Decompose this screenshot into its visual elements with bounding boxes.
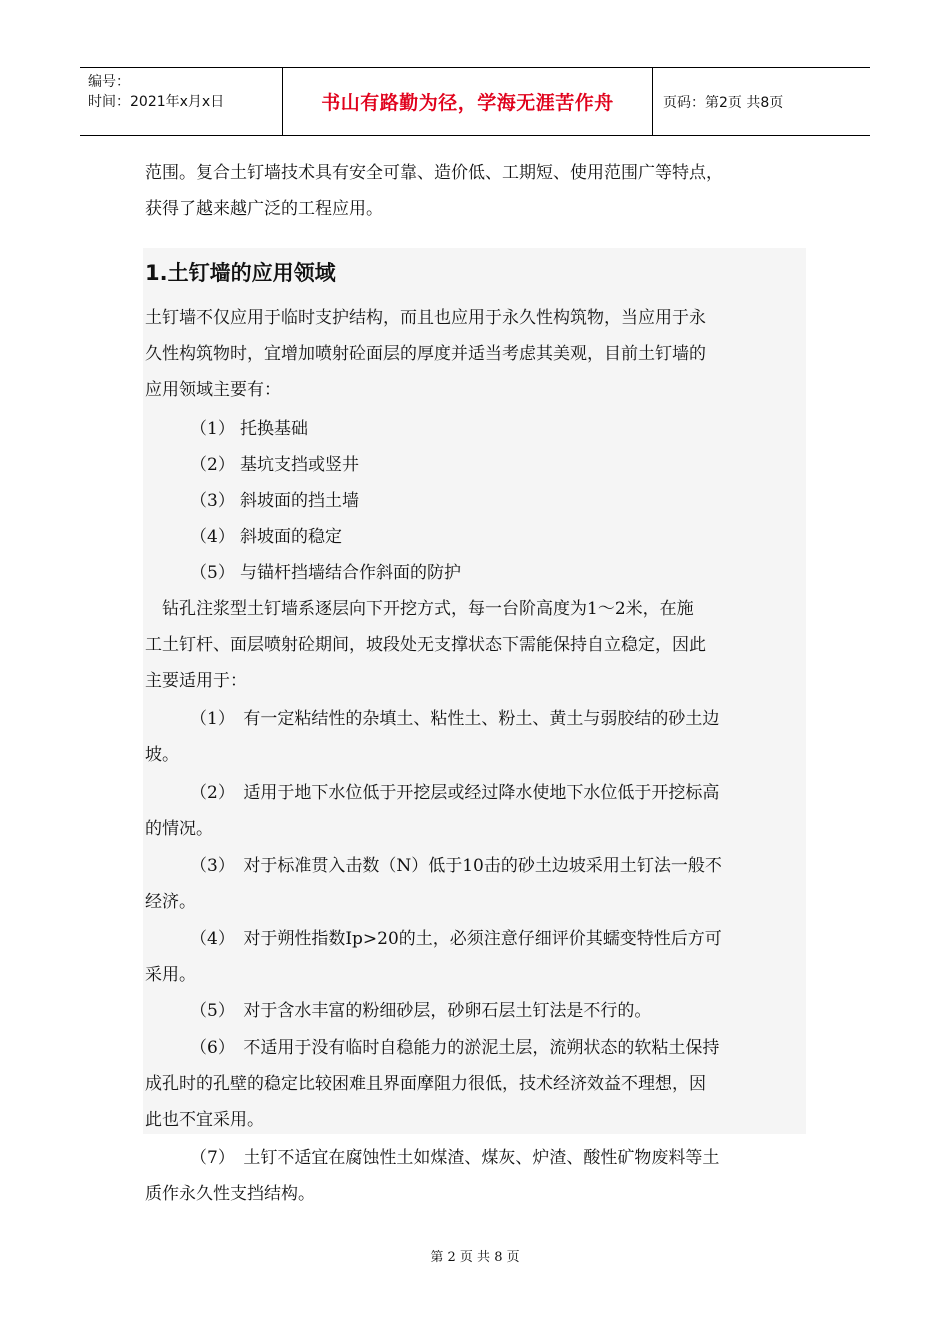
intro-line: 获得了越来越广泛的工程应用。 — [145, 199, 383, 219]
header-table — [80, 67, 870, 136]
condition-line: 此也不宜采用。 — [145, 1110, 264, 1130]
condition-line: 的情况。 — [145, 819, 213, 839]
list-item — [190, 411, 308, 447]
condition-line: 坡。 — [145, 745, 179, 765]
header-left-cell — [80, 68, 283, 135]
paragraph-line: 土钉墙不仅应用于临时支护结构，而且也应用于永久性构筑物，当应用于永 — [145, 308, 706, 328]
list-number: （1） — [190, 419, 235, 439]
condition-line: （5） 对于含水丰富的粉细砂层，砂卵石层土钉法是不行的。 — [190, 1001, 652, 1021]
list-item — [190, 447, 359, 483]
paragraph-line: 久性构筑物时，宜增加喷射砼面层的厚度并适当考虑其美观，目前土钉墙的 — [145, 344, 706, 364]
paragraph-line: 主要适用于： — [145, 671, 247, 691]
motto: 书山有路勤为径，学海无涯苦作舟 — [283, 68, 653, 135]
list-item — [190, 483, 359, 519]
section-title: 1.土钉墙的应用领域 — [145, 261, 336, 285]
list-text: 与锚杆挡墙结合作斜面的防护 — [240, 563, 461, 583]
list-item — [190, 519, 342, 555]
list-number: （4） — [190, 527, 235, 547]
list-text: 托换基础 — [240, 419, 308, 439]
condition-line: （6） 不适用于没有临时自稳能力的淤泥土层，流朔状态的软粘土保持 — [190, 1038, 720, 1058]
intro-line: 范围。复合土钉墙技术具有安全可靠、造价低、工期短、使用范围广等特点， — [145, 163, 723, 183]
condition-line: 采用。 — [145, 965, 196, 985]
page-code: 页码：第2页 共8页 — [663, 94, 784, 111]
list-number: （5） — [190, 563, 235, 583]
condition-line: 成孔时的孔壁的稳定比较困难且界面摩阻力很低，技术经济效益不理想，因 — [145, 1074, 706, 1094]
list-number: （2） — [190, 455, 235, 475]
condition-line: （7） 土钉不适宜在腐蚀性土如煤渣、煤灰、炉渣、酸性矿物废料等土 — [190, 1148, 720, 1168]
condition-line: 质作永久性支挡结构。 — [145, 1184, 315, 1204]
paragraph-line: 钻孔注浆型土钉墙系逐层向下开挖方式，每一台阶高度为1～2米，在施 — [145, 599, 694, 619]
list-item — [190, 555, 461, 591]
list-text: 斜坡面的稳定 — [240, 527, 342, 547]
paragraph-line: 工土钉杆、面层喷射砼期间，坡段处无支撑状态下需能保持自立稳定，因此 — [145, 635, 706, 655]
condition-line: 经济。 — [145, 892, 196, 912]
condition-line: （2） 适用于地下水位低于开挖层或经过降水使地下水位低于开挖标高 — [190, 783, 720, 803]
list-number: （3） — [190, 491, 235, 511]
paragraph-line: 应用领域主要有： — [145, 380, 281, 400]
list-text: 斜坡面的挡土墙 — [240, 491, 359, 511]
condition-line: （1） 有一定粘结性的杂填土、粘性土、粉土、黄土与弱胶结的砂土边 — [190, 709, 720, 729]
list-text: 基坑支挡或竖井 — [240, 455, 359, 475]
page-footer: 第 2 页 共 8 页 — [430, 1250, 520, 1265]
date-label: 时间：2021年x月x日 — [88, 94, 225, 110]
number-label: 编号： — [88, 74, 130, 90]
condition-line: （3） 对于标准贯入击数（N）低于10击的砂土边坡采用土钉法一般不 — [190, 856, 722, 876]
condition-line: （4） 对于朔性指数Ip>20的土，必须注意仔细评价其蠕变特性后方可 — [190, 929, 722, 949]
